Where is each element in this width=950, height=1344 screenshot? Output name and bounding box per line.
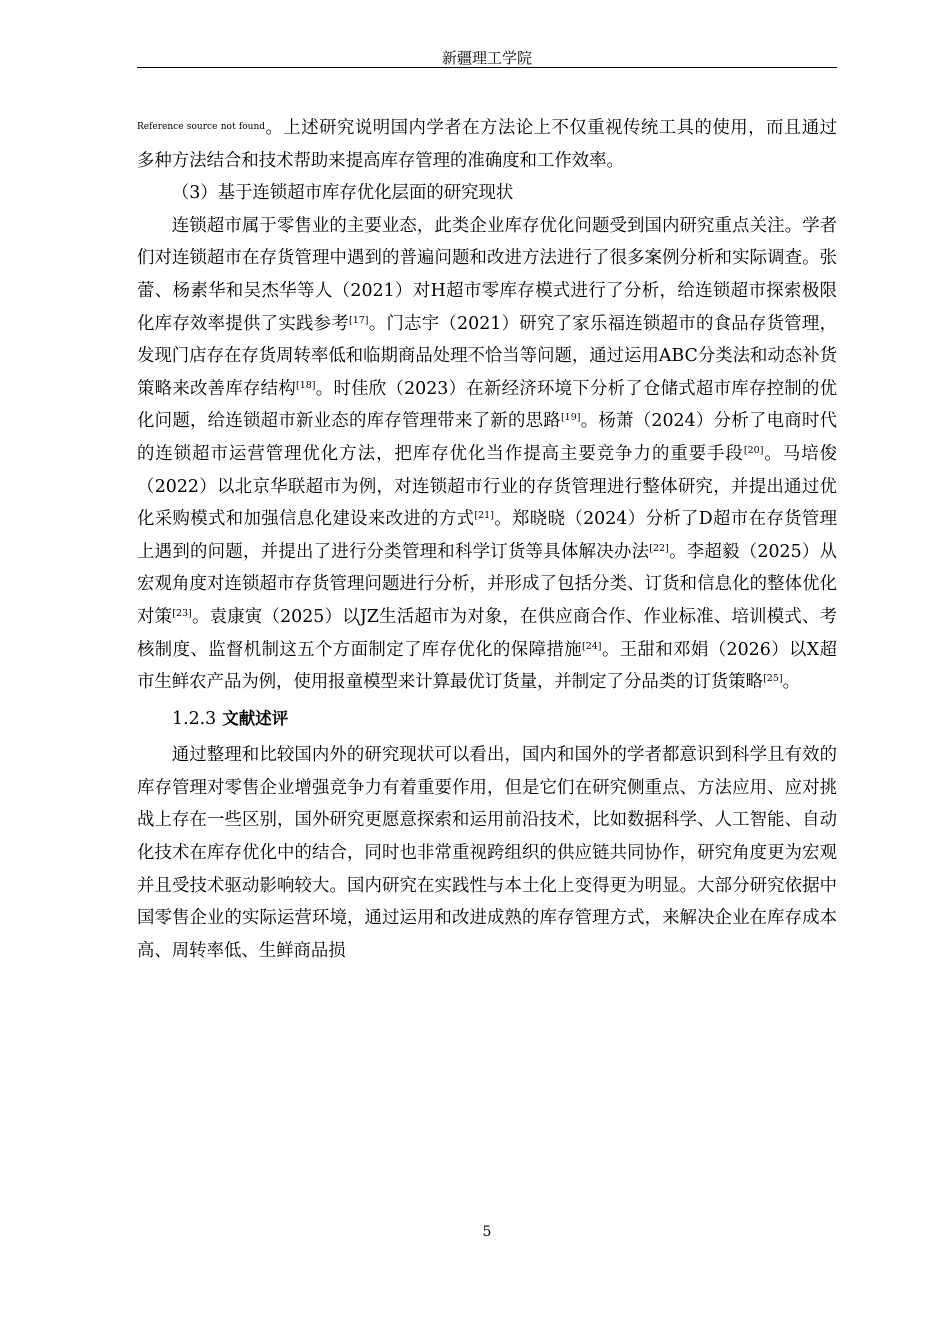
sentence: 连锁超市属于零售业的主要业态，此类企业库存优化问题受到国内研究重点关注。学者们对连锁超市在存货管理中遇到的普遍问题和改进方法进行了很多案例分析和实际调查。张蕾、杨素华和吴杰华等人（2021）对H超市零库存模式进行了分析，给连锁超市探索极限化库存效率提供了实践参考 [137,215,837,334]
reference-error-text: Reference source not found [137,122,266,132]
sentence: 。李超毅（2025）从宏观角度对连锁超市存货管理问题进行分析，并形成了包括分类、订货和信息化的整体优化对策 [137,541,837,627]
body-text [137,111,837,967]
page-header-title: 新疆理工学院 [441,49,532,67]
sentence: 。时佳欣（2023）在新经济环境下分析了仓储式超市库存控制的优化问题，给连锁超市新业态的库存管理带来了新的思路 [137,378,837,432]
citation-24: [24] [582,640,602,652]
sentence: 。王甜和邓娟（2026）以X超市生鲜农产品为例，使用报童模型来计算最优订货量，并制定了分品类的订货策略 [137,639,837,693]
citation-19: [19] [560,412,581,424]
section-title: 文献述评 [222,708,289,728]
citation-23: [23] [172,607,192,619]
citation-25: [25] [763,673,783,685]
sentence: 。杨萧（2024）分析了电商时代的连锁超市运营管理优化方法，把库存优化当作提高主要竞争力的重要手段 [137,411,837,464]
citation-17: [17] [348,314,369,326]
page-number: 5 [482,1224,492,1240]
sentence: 。 [782,672,800,693]
section-heading [137,703,837,736]
citation-20: [20] [743,444,764,456]
citation-22: [22] [649,542,669,554]
paragraph-review: 通过整理和比较国内外的研究现状可以看出，国内和国外的学者都意识到科学且有效的库存管理对零售企业增强竞争力有着重要作用，但是它们在研究侧重点、方法应用、应对挑战上存在一些区别，国外研究更愿意探索和运用前沿技术，比如数据科学、人工智能、自动化技术在库存优化中的结合，同时也非常重视跨组织的供应链共同协作，研究角度更为宏观并且受技术驱动影响较大。国内研究在实践性与本土化上变得更为明显。大部分研究依据中国零售企业的实际运营环境，通过运用和改进成熟的库存管理方式，来解决企业在库存成本高、周转率低、生鲜商品损 [137,745,837,961]
citation-18: [18] [295,379,316,391]
citation-21: [21] [474,510,494,522]
sentence: 。马培俊（2022）以北京华联超市为例，对连锁超市行业的存货管理进行整体研究，并提出通过优化采购模式和加强信息化建设来改进的方式 [137,443,837,530]
section-number: 1.2.3 [172,708,217,729]
sentence: 。郑晓晓（2024）分析了D超市在存货管理上遇到的问题，并提出了进行分类管理和科学订货等具体解决办法 [137,509,837,562]
paragraph-text: 。上述研究说明国内学者在方法论上不仅重视传统工具的使用，而且通过多种方法结合和技术帮助来提高库存管理的准确度和工作效率。 [137,118,837,171]
sentence: 。门志宇（2021）研究了家乐福连锁超市的食品存货管理，发现门店存在存货周转率低和临期商品处理不恰当等问题，通过运用ABC分类法和动态补货策略来改善库存结构 [137,313,837,399]
sentence: 。袁康寅（2025）以JZ生活超市为对象，在供应商合作、作业标准、培训模式、考核制度、监督机制这五个方面制定了库存优化的保障措施 [137,606,837,660]
subsection-heading: （3）基于连锁超市库存优化层面的研究现状 [171,183,514,204]
paragraph-continuation [137,111,837,177]
header-rule [137,67,837,68]
paragraph-chain-supermarket [137,210,837,699]
